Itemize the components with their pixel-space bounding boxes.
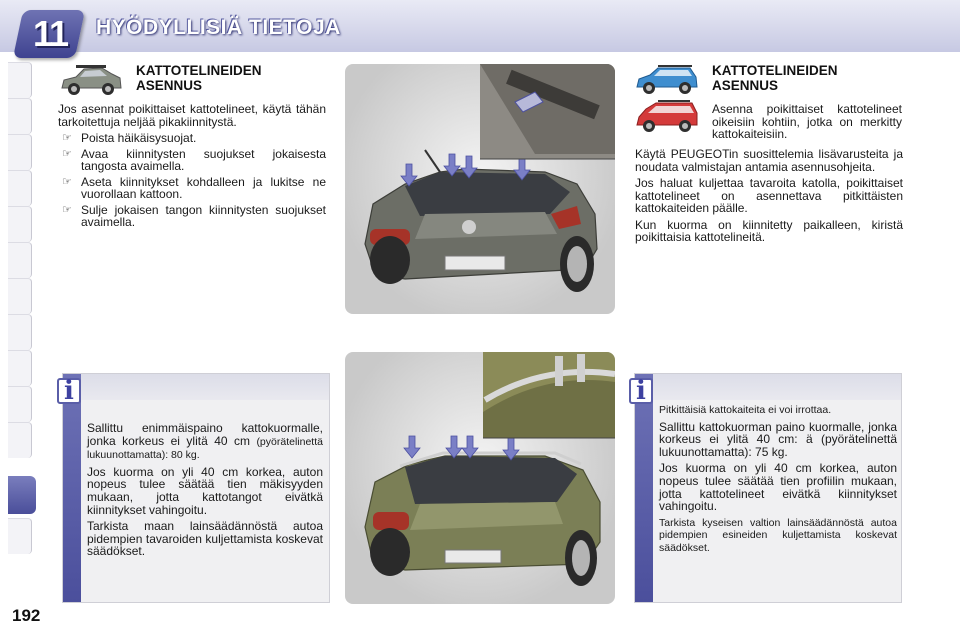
side-tab[interactable] (8, 422, 32, 458)
info-icon: i (57, 378, 81, 404)
paragraph (87, 422, 323, 462)
left-section-text (58, 103, 326, 229)
list-item (58, 148, 326, 173)
side-tab[interactable] (8, 98, 32, 134)
side-tab[interactable] (8, 386, 32, 422)
info-box-header (653, 374, 901, 400)
minivan-car-icon (634, 99, 700, 135)
title-line: ASENNUS (712, 78, 779, 93)
pointing-hand-icon: ☞ (62, 203, 72, 216)
info-stripe (635, 374, 653, 602)
text-span-small: (pyörätelinettä lukuunottamatta): 80 kg. (87, 435, 323, 462)
info-right-text (659, 404, 897, 559)
info-box-right (634, 373, 902, 603)
paragraph: Tarkista kyseisen valtion lainsäädännöstä autoa pidempien esineiden kuljettamista koskevat säädökset. (659, 516, 897, 554)
paragraph: Jos haluat kuljettaa tavaroita katolla, poikittaiset kattotelineet on asennettava pitkittäisten kattokaiteiden päälle. (635, 176, 903, 215)
hatchback-rear-illustration (345, 64, 615, 314)
side-tab[interactable] (8, 170, 32, 206)
side-tab[interactable] (8, 62, 32, 98)
bullet-text: Poista häikäisysuojat. (81, 131, 197, 145)
paragraph: Käytä PEUGEOTin suosittelemia lisävarusteita ja noudata valmistajan antamia asennusohjeita. (635, 147, 903, 174)
roof-rail-photo (345, 352, 615, 604)
side-tab[interactable] (8, 242, 32, 278)
side-tab[interactable] (8, 206, 32, 242)
left-bullet-list (58, 132, 326, 229)
info-icon: i (629, 378, 653, 404)
paragraph: Kun kuorma on kiinnitetty paikalleen, kiristä poikittaisia kattotelineitä. (635, 217, 903, 244)
hatchback-car-icon (58, 64, 124, 98)
info-left-text (87, 422, 323, 562)
side-tab[interactable] (8, 350, 32, 386)
title-line: ASENNUS (136, 78, 203, 93)
paragraph: Sallittu kattokuorman paino kuormalle, jonka korkeus ei ylitä 40 cm: ä (pyörätelinettä lukuunottamatta): 75 kg. (659, 419, 897, 459)
info-box-left (62, 373, 330, 603)
pointing-hand-icon: ☞ (62, 147, 72, 160)
side-tab[interactable] (8, 314, 32, 350)
list-item (58, 132, 326, 145)
right-intro: Asenna poikittaiset kattotelineet oikeisiin kohtiin, jotka on merkitty kattokaiteisiin. (712, 102, 902, 141)
bullet-text: Avaa kiinnitysten suojukset jokaisesta tangosta avaimella. (81, 146, 326, 173)
paragraph: Jos kuorma on yli 40 cm korkea, auton nopeus tulee säätää tien mäkisyyden mukaan, jotta kattotangot eivätkä kiinnitykset vahingoitu. (87, 464, 323, 517)
pointing-hand-icon: ☞ (62, 132, 72, 144)
pointing-hand-icon: ☞ (62, 175, 72, 188)
left-section-title (136, 63, 262, 93)
side-tab[interactable] (8, 278, 32, 314)
title-line: KATTOTELINEIDEN (136, 63, 262, 78)
bullet-text: Aseta kiinnitykset kohdalleen ja lukitse ne vuorollaan kattoon. (81, 174, 326, 201)
roof-bar-installation-photo (345, 64, 615, 314)
sw-rear-illustration (345, 352, 615, 604)
info-stripe (63, 374, 81, 602)
title-line: KATTOTELINEIDEN (712, 63, 838, 78)
chapter-number: 11 (32, 13, 68, 54)
side-tab[interactable] (8, 134, 32, 170)
right-section-text (635, 148, 903, 248)
right-section-title (712, 63, 838, 93)
side-tab[interactable] (8, 518, 32, 554)
chapter-side-tabs (8, 62, 32, 572)
bullet-text: Sulje jokaisen tangon kiinnitysten suojukset avaimella. (81, 202, 326, 229)
left-intro: Jos asennat poikittaiset kattotelineet, käytä tähän tarkoitettuja neljää pikakiinnitystä. (58, 102, 326, 129)
paragraph: Pitkittäisiä kattokaiteita ei voi irrottaa. (659, 404, 832, 416)
paragraph: Jos kuorma on yli 40 cm korkea, auton nopeus tulee säätää tien profiilin mukaan, jotta kattotelineet eivätkä kiinnitykset vahingoitu. (659, 461, 897, 514)
page-number: 192 (12, 606, 41, 625)
page-title: HYÖDYLLISIÄ TIETOJA (96, 16, 341, 39)
text-span: Sallittu enimmäispaino kattokuormalle, jonka korkeus ei ylitä 40 cm (87, 421, 323, 448)
list-item (58, 176, 326, 201)
sw-car-icon (634, 63, 700, 97)
paragraph: Tarkista maan lainsäädännöstä autoa pidempien tavaroiden kuljettamista koskevat säädökset. (87, 519, 323, 559)
list-item (58, 204, 326, 229)
side-tab-active[interactable] (8, 476, 36, 514)
info-box-header (81, 374, 329, 400)
